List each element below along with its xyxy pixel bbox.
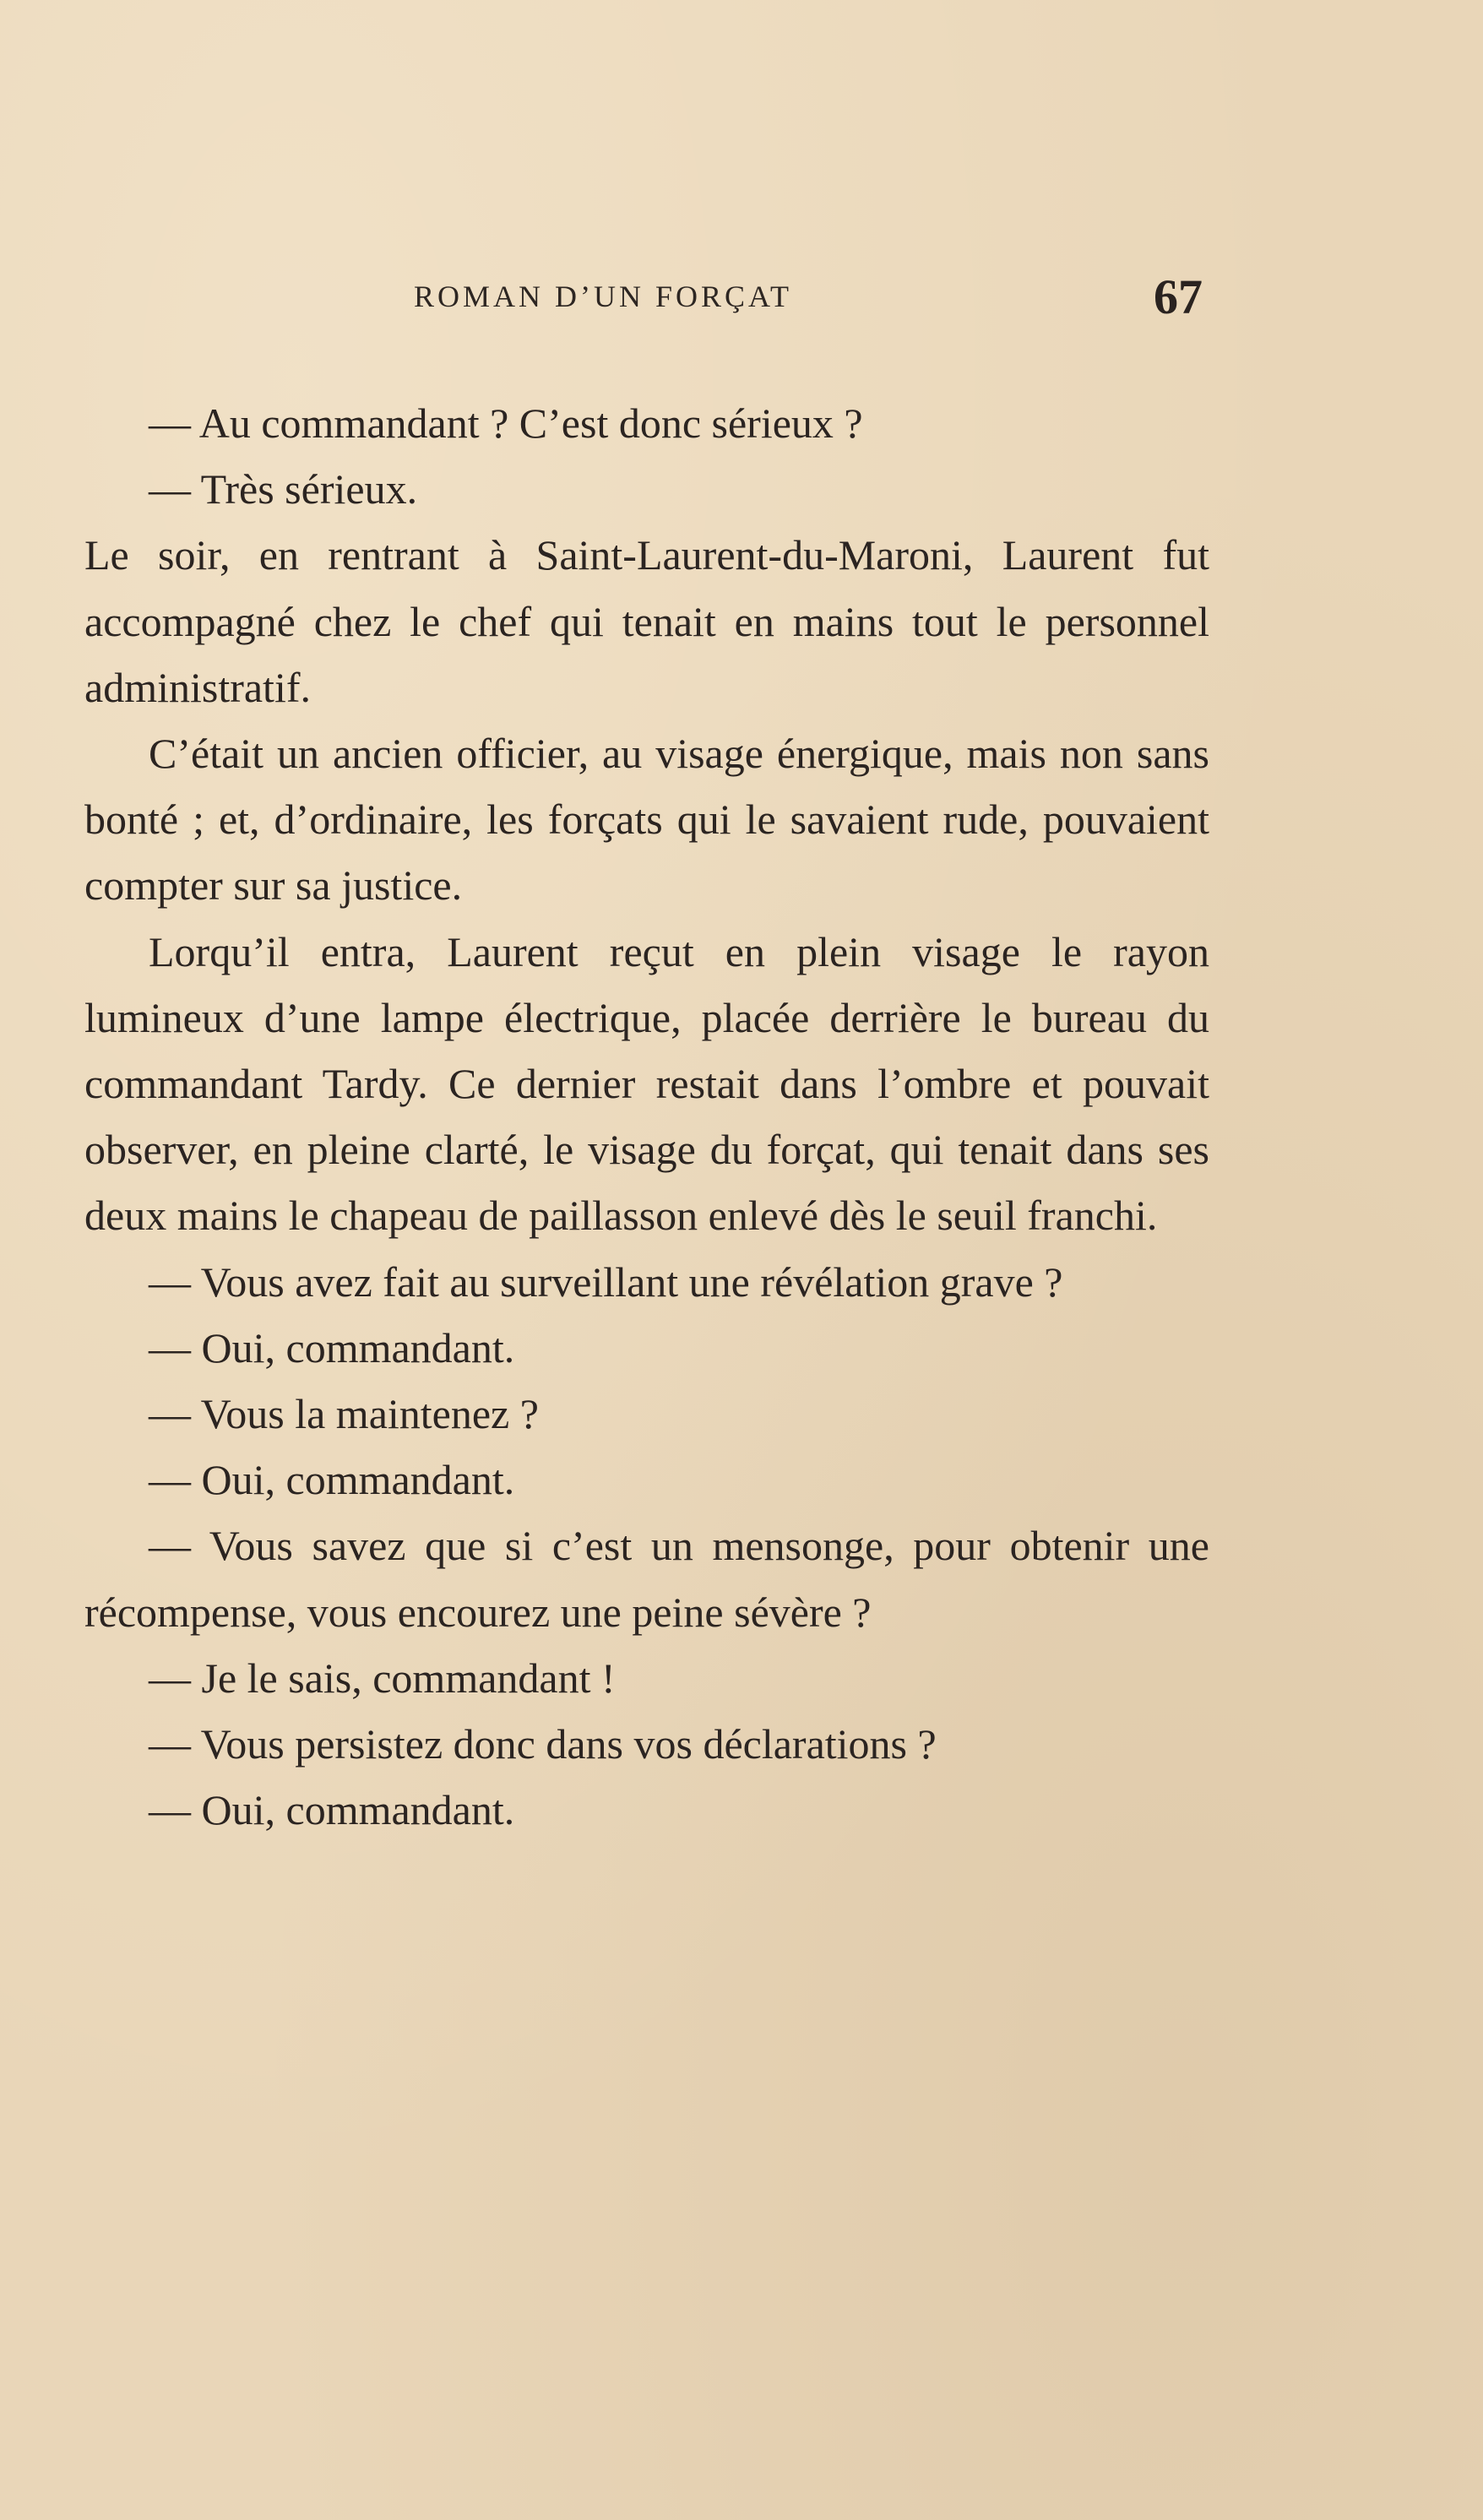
paragraph: — Vous savez que si c’est un mensonge, pour obtenir une récompense, vous encourez une peine sévère ?: [84, 1522, 1209, 1636]
page-number: 67: [1154, 269, 1203, 324]
body-text: [84, 390, 1209, 1843]
paragraph: — Oui, commandant.: [149, 1786, 515, 1834]
paragraph: — Vous la maintenez ?: [149, 1390, 539, 1438]
paragraph: — Je le sais, commandant !: [149, 1654, 616, 1702]
paragraph: — Oui, commandant.: [149, 1456, 515, 1504]
running-head: ROMAN D’UN FORÇAT: [414, 280, 793, 313]
paragraph: — Au commandant ? C’est donc sérieux ?: [149, 399, 863, 447]
paragraph: — Très sérieux.: [149, 465, 418, 513]
paragraph: Lorqu’il entra, Laurent reçut en plein visage le rayon lumineux d’une lampe électrique, placée derrière le bureau du commandant Tardy. Ce dernier restait dans l’ombre et pouvait observer, en pleine clarté, le visage du forçat, qui tenait dans ses deux mains le chapeau de paillasson enlevé dès le seuil franchi.: [84, 927, 1209, 1240]
paragraph: — Vous persistez donc dans vos déclarations ?: [149, 1720, 937, 1768]
paragraph: Le soir, en rentrant à Saint-Laurent-du-Maroni, Laurent fut accompagné chez le chef qui tenait en mains tout le personnel administratif.: [84, 531, 1209, 711]
paragraph: C’était un ancien officier, au visage énergique, mais non sans bonté ; et, d’ordinaire, les forçats qui le savaient rude, pouvaient compter sur sa justice.: [84, 730, 1209, 910]
paragraph: — Vous avez fait au surveillant une révélation grave ?: [149, 1257, 1063, 1306]
paragraph: — Oui, commandant.: [149, 1323, 515, 1371]
